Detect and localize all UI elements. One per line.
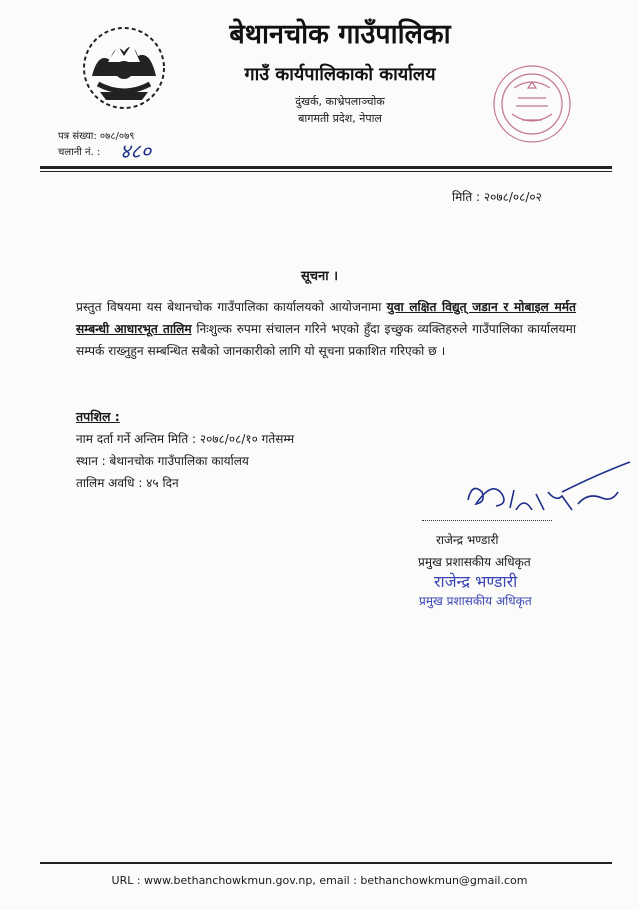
notice-date: मिति : २०७८/०८/०२ <box>452 190 542 204</box>
notice-body-prefix: प्रस्तुत विषयमा यस बेथानचोक गाउँपालिका कार्यालयको आयोजनामा <box>76 300 387 314</box>
notice-heading: सूचना । <box>300 269 339 284</box>
address-line-2: बागमती प्रदेश, नेपाल <box>298 112 382 125</box>
municipality-title: बेथानचोक गाउँपालिका <box>229 19 451 50</box>
name-stamp: राजेन्द्र भण्डारी <box>434 572 518 591</box>
details-registration-deadline: नाम दर्ता गर्ने अन्तिम मिति : २०७८/०८/१० गतेसम्म <box>76 432 295 446</box>
header-divider-thick <box>40 166 612 169</box>
dispatch-number-handwritten: ४८० <box>120 139 152 163</box>
office-subtitle: गाउँ कार्यपालिकाको कार्यालय <box>244 64 436 85</box>
details-venue: स्थान : बेथानचोक गाउँपालिका कार्यालय <box>76 454 249 468</box>
office-round-stamp-icon <box>488 58 576 150</box>
notice-body-suffix: निःशुल्क रुपमा संचालन गरिने भएको हुँदा इच्छुक व्यक्तिहरुले गाउँपालिका कार्यालयमा सम्पर्क राख्नुहुन सम्बन्धित सबैको जानकारीको लागि यो सूचना प्रकाशित गरिएको छ । <box>76 322 576 358</box>
signatory-name: राजेन्द्र भण्डारी <box>436 533 499 547</box>
details-duration: तालिम अवधि : ४५ दिन <box>76 476 179 490</box>
details-heading: तपशिल : <box>76 409 120 424</box>
header-divider-thin <box>40 171 612 172</box>
notice-body-highlight: युवा लक्षित विद्युत् जडान र मोबाइल मर्मत सम्बन्धी आधारभूत तालिम <box>76 300 576 336</box>
signature-line <box>422 519 552 521</box>
notice-body <box>76 296 576 362</box>
dispatch-number-label: चलानी नं. : <box>58 147 101 158</box>
address-line-1: दुंखर्क, काभ्रेपलाञ्चोक <box>295 95 385 108</box>
nepal-emblem-icon <box>78 22 170 114</box>
footer-contact: URL : www.bethanchowkmun.gov.np, email : bethanchowkmun@gmail.com <box>111 874 528 887</box>
reference-number: पत्र संख्या: ०७८/०७९ <box>58 131 135 142</box>
signatory-title: प्रमुख प्रशासकीय अधिकृत <box>418 555 531 569</box>
footer-divider <box>40 862 612 864</box>
title-stamp: प्रमुख प्रशासकीय अधिकृत <box>419 594 532 608</box>
